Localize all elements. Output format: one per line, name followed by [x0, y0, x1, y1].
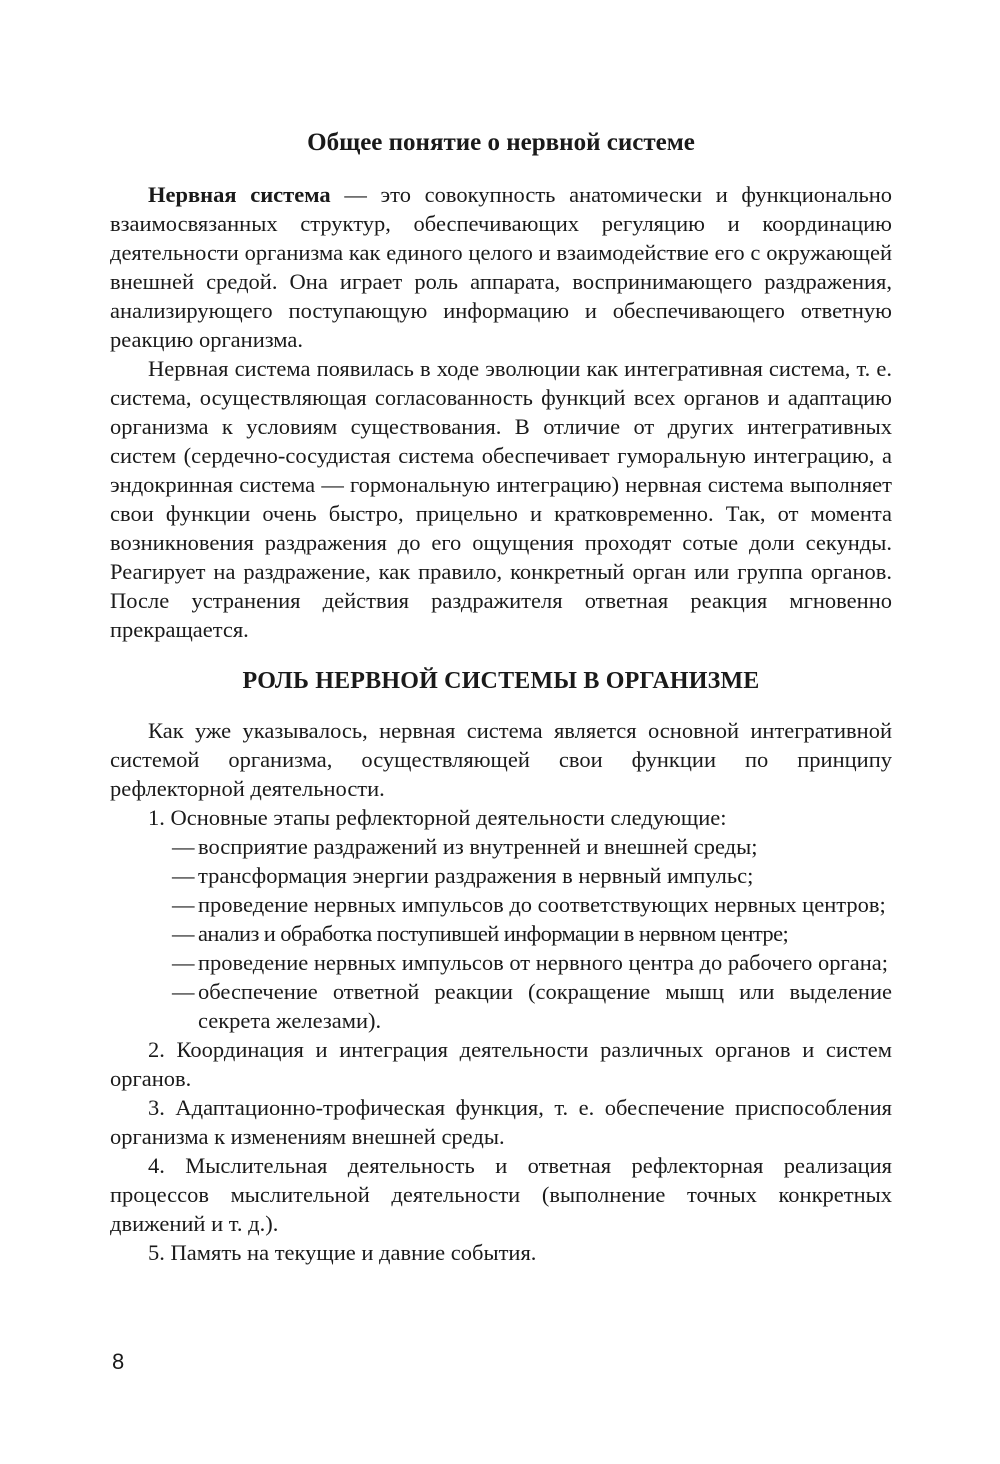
dash-marker: — [172, 921, 194, 946]
reflex-step-text: трансформация энергии раздражения в нервный импульс; [198, 863, 754, 888]
reflex-step [110, 919, 892, 948]
reflex-step [110, 977, 892, 1035]
reflex-step-text: проведение нервных импульсов до соответствующих нервных центров; [198, 892, 886, 917]
reflex-step-text: обеспечение ответной реакции (сокращение мышц или выделение секрета железами). [198, 979, 892, 1033]
list-item-2: 2. Координация и интеграция деятельности различных органов и систем органов. [110, 1037, 892, 1091]
dash-marker: — [172, 979, 195, 1004]
dash-marker: — [172, 863, 195, 888]
list-item-5: 5. Память на текущие и давние события. [148, 1240, 537, 1265]
reflex-step [110, 948, 892, 977]
term-bold: Нервная система [148, 182, 331, 207]
term-definition: — это совокупность анатомически и функционально взаимосвязанных структур, обеспечивающих регуляцию и координацию деятельности организма как единого целого и взаимодействие его с окружающей внешней средой. Она играет роль аппарата, воспринимающего раздражения, анализирующего поступающую информацию и обеспечивающего ответную реакцию организма. [110, 182, 892, 352]
evolution-paragraph: Нервная система появилась в ходе эволюции как интегративная система, т. е. система, осуществляющая согласованность функций всех органов и адаптацию организма к условиям существования. В отличие от других интегративных систем (сердечно-сосудистая система обеспечивает гуморальную интеграцию, а эндокринная система — гормональную интеграцию) нервная система выполняет свои функции очень быстро, прицельно и кратковременно. Так, от момента возникновения раздражения до его ощущения проходят сотые доли секунды. Реагирует на раздражение, как правило, конкретный орган или группа органов. После устранения действия раздражителя ответная реакция мгновенно прекращается. [110, 356, 892, 642]
list-item-1: 1. Основные этапы рефлекторной деятельности следующие: [148, 805, 727, 830]
list-item-4: 4. Мыслительная деятельность и ответная рефлекторная реализация процессов мыслительной деятельности (выполнение точных конкретных движений и т. д.). [110, 1153, 892, 1236]
page-content [110, 128, 892, 1267]
page-title: Общее понятие о нервной системе [307, 129, 695, 156]
reflex-steps-list [110, 832, 892, 1035]
dash-marker: — [172, 892, 195, 917]
section-title: РОЛЬ НЕРВНОЙ СИСТЕМЫ В ОРГАНИЗМЕ [242, 668, 760, 694]
list-item-3: 3. Адаптационно-трофическая функция, т. е. обеспечение приспособления организма к изменениям внешней среды. [110, 1095, 892, 1149]
page-number: 8 [112, 1349, 125, 1374]
reflex-step [110, 832, 892, 861]
reflex-step-text: анализ и обработка поступившей информации в нервном центре; [198, 921, 789, 946]
intro-paragraph [110, 180, 892, 354]
dash-marker: — [172, 950, 195, 975]
reflex-step [110, 890, 892, 919]
reflex-step [110, 861, 892, 890]
dash-marker: — [172, 834, 195, 859]
reflex-step-text: восприятие раздражений из внутренней и внешней среды; [198, 834, 758, 859]
reflex-step-text: проведение нервных импульсов от нервного центра до рабочего органа; [198, 950, 889, 975]
section-lead-paragraph: Как уже указывалось, нервная система является основной интегративной системой организма, осуществляющей свои функции по принципу рефлекторной деятельности. [110, 718, 892, 801]
